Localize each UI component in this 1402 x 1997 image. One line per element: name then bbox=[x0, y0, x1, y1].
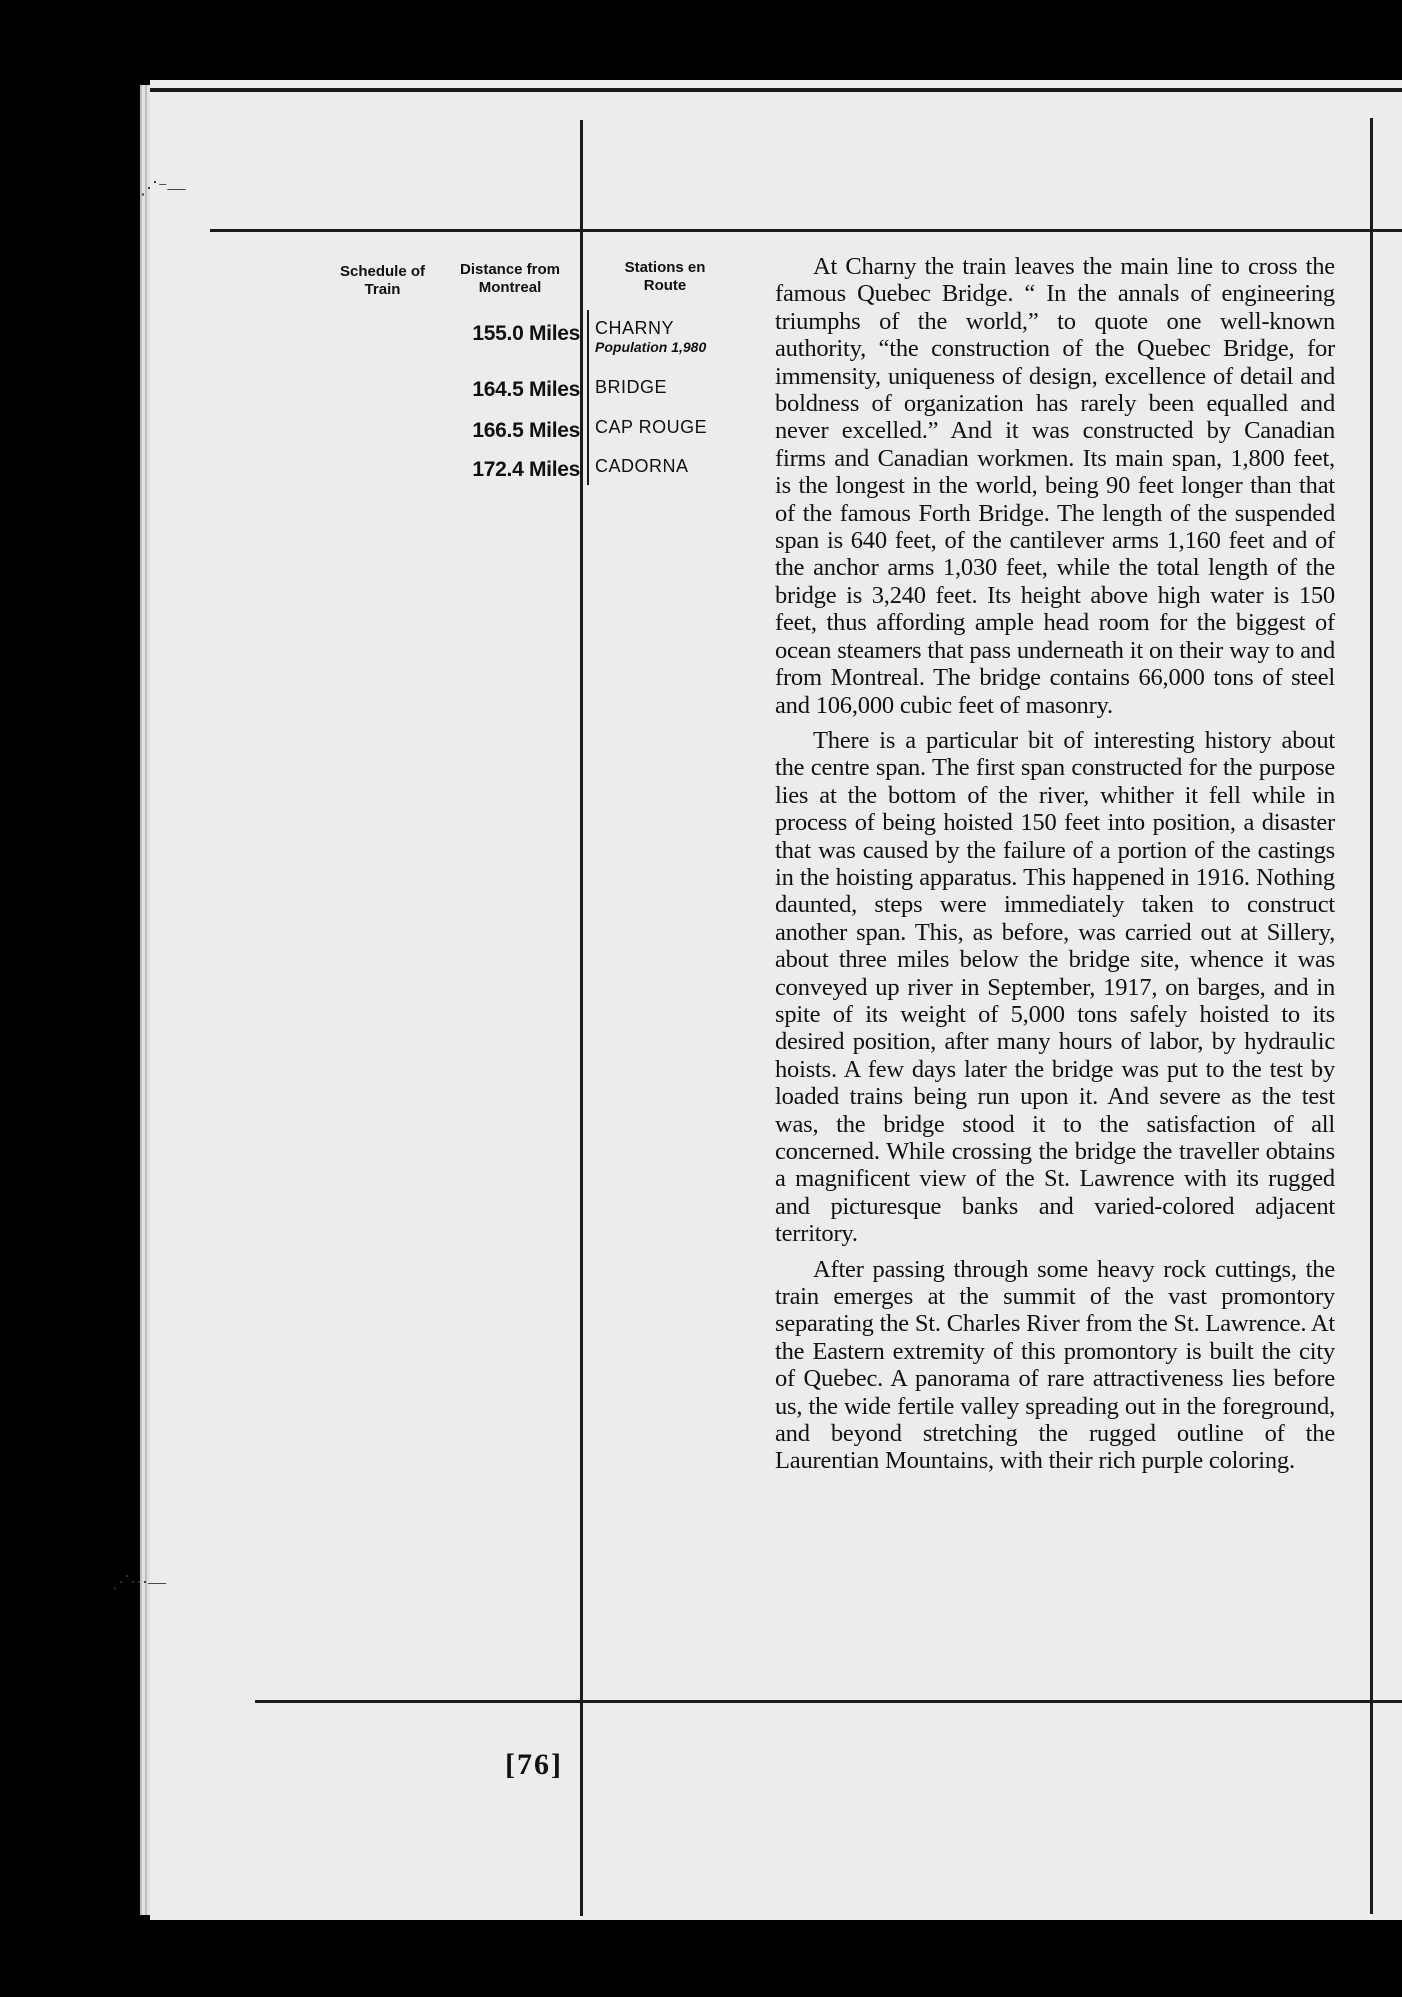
station-name: CAP ROUGE bbox=[595, 417, 708, 437]
header-stations: Stations en Route bbox=[624, 259, 706, 294]
distance-value: 166.5 Miles bbox=[472, 419, 580, 442]
footer-rule bbox=[255, 1700, 1402, 1703]
header-rule bbox=[210, 229, 1402, 232]
margin-mark-top: ⋰⁻— bbox=[140, 178, 186, 198]
station-population: Population 1,980 bbox=[595, 339, 707, 355]
column-rule-middle bbox=[587, 310, 589, 485]
distance-value: 172.4 Miles bbox=[472, 458, 580, 481]
paragraph: After passing through some heavy rock cuttings, the train emerges at the summit of the vast promontory separating the St. Charles River from the St. Lawrence. At the Eastern extremity of this promontory is built the city of Quebec. A panorama of rare attractiveness lies before us, the wide fertile valley spreading out in the foreground, and beyond stretching the rugged outline of the Laurentian Mountains, with their rich purple coloring. bbox=[775, 1255, 1335, 1475]
station-name: CADORNA bbox=[595, 456, 689, 476]
margin-mark-bottom: ⋰⋯— bbox=[112, 1572, 166, 1592]
header-distance: Distance from Montreal bbox=[459, 261, 561, 296]
distance-value: 164.5 Miles bbox=[472, 378, 580, 401]
top-border bbox=[150, 88, 1402, 92]
page-number: [76] bbox=[505, 1748, 563, 1781]
paragraph: There is a particular bit of interesting history about the centre span. The first span constructed for the purpose lies at the bottom of the river, whither it fell while in process of being hoisted 150 feet into position, a disaster that was caused by the failure of a portion of the castings in the hoisting apparatus. This happened in 1916. Nothing daunted, steps were immediately taken to construct another span. This, as before, was carried out at Sillery, about three miles below the bridge site, whence it was conveyed up river in September, 1917, on barges, and in spite of its weight of 5,000 tons safely hoisted to its desired position, after many hours of labor, by hydraulic hoists. A few days later the bridge was put to the test by loaded trains being run upon it. And severe as the test was, the bridge stood it to the satisfaction of all concerned. While crossing the bridge the traveller obtains a magnificent view of the St. Lawrence with its rugged and picturesque banks and varied-colored adjacent territory. bbox=[775, 726, 1335, 1248]
station-name: BRIDGE bbox=[595, 377, 668, 397]
column-rule-left bbox=[580, 120, 583, 1916]
paragraph: At Charny the train leaves the main line to cross the famous Quebec Bridge. “ In the annals of engineering triumphs of the world,” to quote one well-known authority, “the construction of the Quebec Bridge, for immensity, uniqueness of design, excellence of detail and boldness of organization has rarely been equalled and never excelled.” And it was constructed by Canadian firms and Canadian workmen. Its main span, 1,800 feet, is the longest in the world, being 90 feet longer than that of the famous Forth Bridge. The length of the suspended span is 640 feet, of the cantilever arms 1,160 feet and of the anchor arms 1,030 feet, while the total length of the bridge is 3,240 feet. Its height above high water is 150 feet, thus affording ample head room for the biggest of ocean steamers that pass underneath it on their way to and from Montreal. The bridge contains 66,000 tons of steel and 106,000 cubic feet of masonry. bbox=[775, 253, 1335, 719]
body-text bbox=[775, 253, 1335, 1483]
header-schedule: Schedule of Train bbox=[339, 263, 425, 298]
station-name: CHARNY bbox=[595, 318, 675, 338]
column-rule-right bbox=[1370, 118, 1373, 1914]
distance-value: 155.0 Miles bbox=[472, 322, 580, 345]
